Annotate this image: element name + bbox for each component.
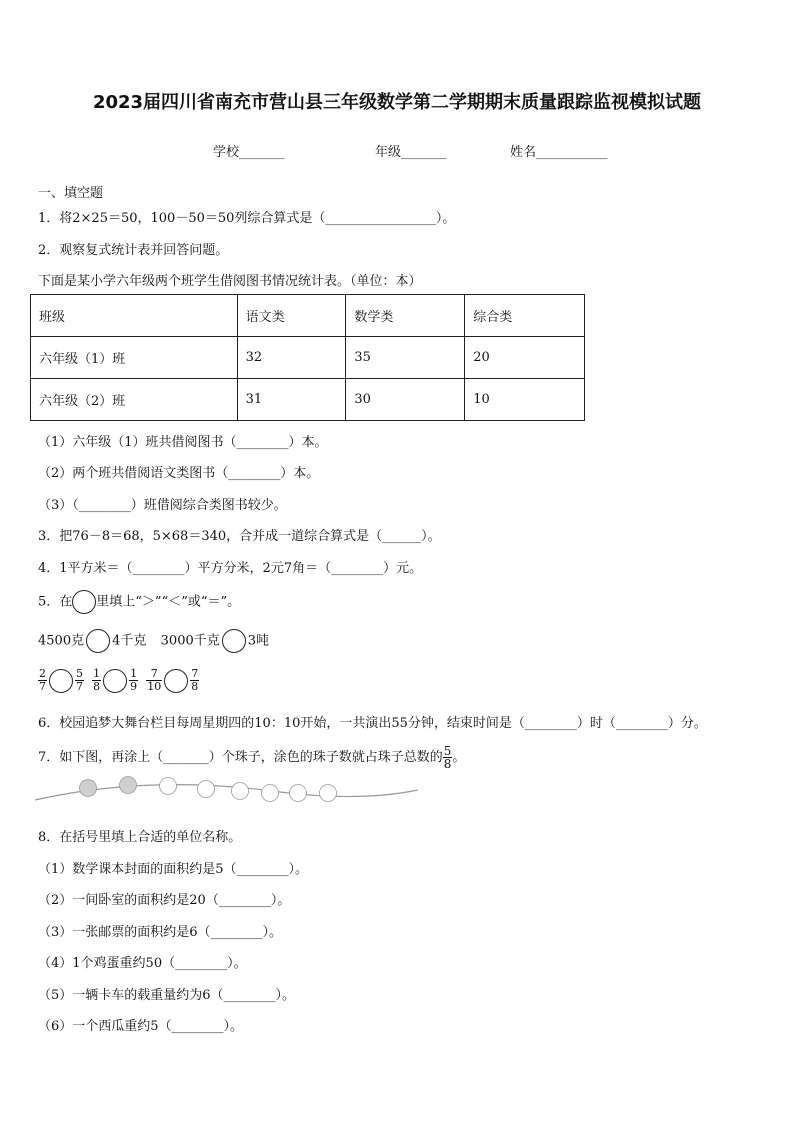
fraction-compare-group	[146, 668, 199, 693]
question-8-sub-5: （5）一辆卡车的载重量约为6（________）。	[38, 988, 296, 1003]
fraction: $\frac{7}{10}$	[147, 667, 162, 693]
question-2-sub-2: （2）两个班共借阅语文类图书（________）本。	[38, 466, 320, 481]
table-header-cell: 班级	[31, 295, 238, 337]
stats-table	[30, 294, 585, 421]
question-7	[38, 745, 465, 770]
table-cell: 30	[346, 379, 465, 421]
table-caption: 下面是某小学六年级两个班学生借阅图书情况统计表。（单位：本）	[38, 274, 422, 289]
question-7-end: 。	[452, 750, 466, 765]
compare-row-1	[38, 629, 269, 653]
compare-right-value: 4千克	[112, 633, 147, 649]
question-5-suffix: 里填上“＞”“＜”或“＝”。	[96, 594, 241, 610]
bead-empty[interactable]	[262, 785, 279, 802]
question-8-sub-2: （2）一间卧室的面积约是20（________）。	[38, 893, 291, 908]
bead-empty[interactable]	[320, 785, 337, 802]
table-header-cell: 综合类	[465, 295, 585, 337]
table-cell: 六年级（2）班	[31, 379, 238, 421]
fraction-compare-group	[92, 668, 138, 693]
compare-right-value: 3吨	[247, 633, 270, 649]
question-8: 8．在括号里填上合适的单位名称。	[38, 830, 242, 845]
question-3: 3．把76－8＝68，5×68＝340，合并成一道综合算式是（______）。	[38, 529, 441, 544]
question-8-sub-1: （1）数学课本封面的面积约是5（________）。	[38, 862, 309, 877]
bead-filled	[120, 777, 137, 794]
table-cell: 35	[346, 337, 465, 379]
grade-field[interactable]: 年级_______	[375, 145, 447, 160]
table-cell: 六年级（1）班	[31, 337, 238, 379]
name-field[interactable]: 姓名___________	[510, 145, 608, 160]
compare-left-value: 4500克	[38, 633, 85, 649]
bead-filled	[80, 780, 97, 797]
table-cell: 10	[465, 379, 585, 421]
question-7-text: 7．如下图，再涂上（_______）个珠子，涂色的珠子数就占珠子总数的	[38, 750, 443, 765]
table-cell: 20	[465, 337, 585, 379]
question-5-prefix: 5．在	[38, 594, 73, 610]
question-8-sub-6: （6）一个西瓜重约5（________）。	[38, 1019, 244, 1034]
fraction: $\frac{7}{8}$	[191, 667, 199, 693]
fraction: $\frac{2}{7}$	[39, 667, 46, 693]
question-1: 1．将2×25＝50，100－50＝50列综合算式是（_________________）。	[38, 211, 456, 226]
question-8-sub-4: （4）1个鸡蛋重约50（________）。	[38, 956, 247, 971]
section-heading: 一、填空题	[38, 186, 104, 201]
table-row	[31, 337, 585, 379]
fraction-compare-row	[38, 668, 203, 693]
compare-circle-input[interactable]	[49, 669, 73, 693]
compare-circle-input[interactable]	[164, 669, 188, 693]
compare-circle-icon	[72, 590, 96, 614]
question-4: 4．1平方米＝（________）平方分米，2元7角＝（________）元。	[38, 561, 423, 576]
fraction: $\frac{5}{7}$	[76, 667, 83, 693]
fraction: $\frac{1}{9}$	[130, 667, 138, 693]
bead-empty[interactable]	[290, 785, 307, 802]
table-header-cell: 数学类	[346, 295, 465, 337]
question-8-sub-3: （3）一张邮票的面积约是6（________）。	[38, 925, 283, 940]
table-cell: 32	[237, 337, 346, 379]
question-5	[38, 590, 240, 614]
page-title: 2023届四川省南充市营山县三年级数学第二学期期末质量跟踪监视模拟试题	[92, 92, 702, 113]
fraction: $\frac{5}{8}$	[443, 744, 452, 771]
bead-empty[interactable]	[198, 781, 215, 798]
compare-left-value: 3000千克	[160, 633, 220, 649]
compare-circle-input[interactable]	[103, 669, 127, 693]
question-6: 6．校园追梦大舞台栏目每周星期四的10：10开始，一共演出55分钟，结束时间是（________）时（________）分。	[38, 716, 707, 731]
compare-circle-input[interactable]	[222, 629, 246, 653]
table-header-row	[31, 295, 585, 337]
question-2-sub-1: （1）六年级（1）班共借阅图书（________）本。	[38, 435, 328, 450]
fraction: $\frac{1}{8}$	[93, 667, 101, 693]
bead-empty[interactable]	[232, 783, 249, 800]
bead-string-figure	[30, 772, 430, 812]
table-header-cell: 语文类	[237, 295, 346, 337]
question-2: 2．观察复式统计表并回答问题。	[38, 243, 229, 258]
fraction-compare-group	[38, 668, 84, 693]
table-cell: 31	[237, 379, 346, 421]
school-field[interactable]: 学校_______	[213, 145, 285, 160]
compare-circle-input[interactable]	[86, 629, 110, 653]
question-2-sub-3: （3）（________）班借阅综合类图书较少。	[38, 498, 287, 513]
bead-empty[interactable]	[160, 778, 177, 795]
table-row	[31, 379, 585, 421]
